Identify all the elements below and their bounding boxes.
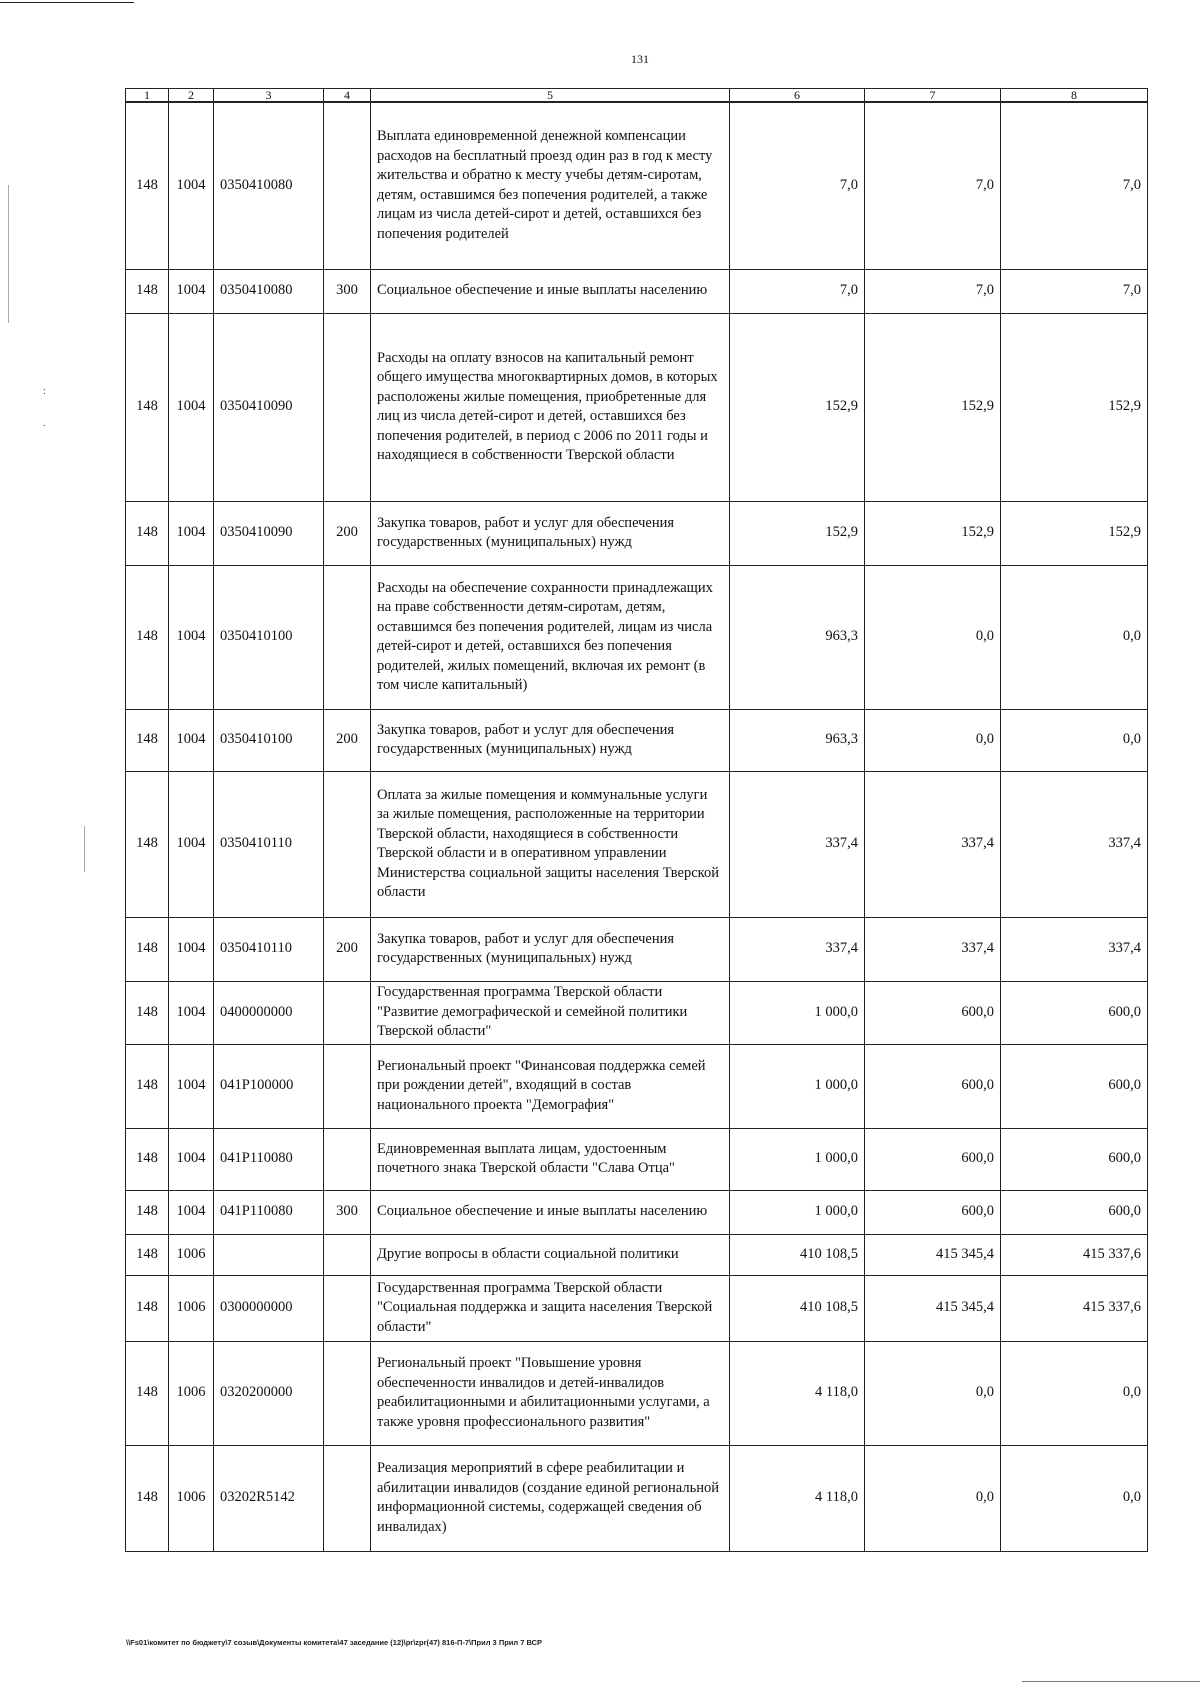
target-code: 0320200000: [214, 1341, 324, 1445]
amount-col7: 7,0: [865, 269, 1001, 313]
admin-code: 148: [126, 565, 169, 709]
admin-code: 148: [126, 1275, 169, 1341]
amount-col6: 152,9: [730, 501, 865, 565]
admin-code: 148: [126, 981, 169, 1044]
table-row: [126, 917, 1148, 981]
header-cell: 5: [371, 89, 730, 103]
expense-type: [324, 981, 371, 1044]
section-code: 1006: [169, 1275, 214, 1341]
section-code: 1004: [169, 1044, 214, 1128]
header-cell: 3: [214, 89, 324, 103]
header-cell: 7: [865, 89, 1001, 103]
admin-code: 148: [126, 1445, 169, 1551]
expense-type: [324, 565, 371, 709]
budget-table: [125, 88, 1148, 1552]
expense-type: 200: [324, 917, 371, 981]
header-cell: 4: [324, 89, 371, 103]
section-code: 1004: [169, 917, 214, 981]
expense-type: [324, 1234, 371, 1275]
amount-col6: 1 000,0: [730, 981, 865, 1044]
description: Закупка товаров, работ и услуг для обеспечения государственных (муниципальных) нужд: [371, 709, 730, 771]
section-code: 1004: [169, 1190, 214, 1234]
target-code: 0350410100: [214, 709, 324, 771]
description: Оплата за жилые помещения и коммунальные услуги за жилые помещения, расположенные на территории Тверской области, находящиеся в собственности Тверской области и в оперативном управлении Министерства социальной защиты населения Тверской области: [371, 771, 730, 917]
description: Другие вопросы в области социальной политики: [371, 1234, 730, 1275]
amount-col8: 600,0: [1001, 1128, 1148, 1190]
table-row: [126, 1275, 1148, 1341]
table-row: [126, 1190, 1148, 1234]
description: Закупка товаров, работ и услуг для обеспечения государственных (муниципальных) нужд: [371, 917, 730, 981]
expense-type: [324, 1128, 371, 1190]
amount-col6: 1 000,0: [730, 1128, 865, 1190]
description: Расходы на оплату взносов на капитальный ремонт общего имущества многоквартирных домов, в которых расположены жилые помещения, приобретенные для лиц из числа детей-сирот и детей, оставшихся без попечения родителей, в период с 2006 по 2011 годы и находящиеся в собственности Тверской области: [371, 313, 730, 501]
target-code: 0350410090: [214, 501, 324, 565]
section-code: 1004: [169, 565, 214, 709]
section-code: 1004: [169, 771, 214, 917]
target-code: 0350410110: [214, 917, 324, 981]
table-row: [126, 269, 1148, 313]
target-code: 0350410100: [214, 565, 324, 709]
description: Социальное обеспечение и иные выплаты населению: [371, 269, 730, 313]
amount-col6: 4 118,0: [730, 1445, 865, 1551]
table-row: [126, 1445, 1148, 1551]
section-code: 1004: [169, 313, 214, 501]
target-code: 0350410080: [214, 269, 324, 313]
admin-code: 148: [126, 1341, 169, 1445]
expense-type: 200: [324, 709, 371, 771]
admin-code: 148: [126, 313, 169, 501]
table-row: [126, 1128, 1148, 1190]
admin-code: 148: [126, 771, 169, 917]
target-code: 041P110080: [214, 1190, 324, 1234]
section-code: 1004: [169, 981, 214, 1044]
scan-edge-line: [84, 826, 85, 872]
admin-code: 148: [126, 269, 169, 313]
amount-col8: 337,4: [1001, 917, 1148, 981]
description: Реализация мероприятий в сфере реабилитации и абилитации инвалидов (создание единой региональной информационной системы, содержащей сведения об инвалидах): [371, 1445, 730, 1551]
amount-col6: 410 108,5: [730, 1234, 865, 1275]
amount-col6: 963,3: [730, 709, 865, 771]
target-code: 0350410110: [214, 771, 324, 917]
description: Расходы на обеспечение сохранности принадлежащих на праве собственности детям-сиротам, детям, оставшимся без попечения родителей, лицам из числа детей-сирот и детей, оставшихся без попечения родителей, жилых помещений, включая их ремонт (в том числе капитальный): [371, 565, 730, 709]
table-row: [126, 1341, 1148, 1445]
margin-mark: :: [43, 386, 46, 397]
amount-col7: 600,0: [865, 1128, 1001, 1190]
amount-col7: 152,9: [865, 501, 1001, 565]
amount-col7: 0,0: [865, 1445, 1001, 1551]
expense-type: [324, 1044, 371, 1128]
table-row: [126, 771, 1148, 917]
expense-type: 300: [324, 269, 371, 313]
header-row: [126, 89, 1148, 103]
admin-code: 148: [126, 709, 169, 771]
amount-col7: 415 345,4: [865, 1275, 1001, 1341]
table-row: [126, 981, 1148, 1044]
amount-col7: 337,4: [865, 917, 1001, 981]
amount-col7: 337,4: [865, 771, 1001, 917]
amount-col8: 0,0: [1001, 1341, 1148, 1445]
expense-type: [324, 102, 371, 269]
section-code: 1004: [169, 102, 214, 269]
admin-code: 148: [126, 501, 169, 565]
description: Региональный проект "Повышение уровня обеспеченности инвалидов и детей-инвалидов реабилитационными и абилитационными услугами, а также уровня профессионального развития": [371, 1341, 730, 1445]
target-code: 041P110080: [214, 1128, 324, 1190]
amount-col6: 410 108,5: [730, 1275, 865, 1341]
expense-type: 300: [324, 1190, 371, 1234]
scan-edge-line: [8, 185, 9, 323]
amount-col7: 600,0: [865, 981, 1001, 1044]
margin-mark: .: [43, 418, 46, 429]
header-cell: 2: [169, 89, 214, 103]
amount-col8: 152,9: [1001, 501, 1148, 565]
amount-col6: 7,0: [730, 269, 865, 313]
amount-col7: 600,0: [865, 1044, 1001, 1128]
description: Социальное обеспечение и иные выплаты населению: [371, 1190, 730, 1234]
admin-code: 148: [126, 1044, 169, 1128]
table-row: [126, 313, 1148, 501]
description: Региональный проект "Финансовая поддержка семей при рождении детей", входящий в состав национального проекта "Демография": [371, 1044, 730, 1128]
amount-col8: 0,0: [1001, 565, 1148, 709]
section-code: 1004: [169, 709, 214, 771]
amount-col6: 4 118,0: [730, 1341, 865, 1445]
section-code: 1004: [169, 1128, 214, 1190]
amount-col7: 600,0: [865, 1190, 1001, 1234]
amount-col7: 0,0: [865, 565, 1001, 709]
admin-code: 148: [126, 102, 169, 269]
section-code: 1004: [169, 269, 214, 313]
amount-col7: 7,0: [865, 102, 1001, 269]
amount-col8: 7,0: [1001, 269, 1148, 313]
expense-type: [324, 771, 371, 917]
amount-col8: 415 337,6: [1001, 1275, 1148, 1341]
expense-type: [324, 1275, 371, 1341]
section-code: 1006: [169, 1234, 214, 1275]
header-cell: 6: [730, 89, 865, 103]
file-path-footer: \\Fs01\комитет по бюджету\7 созыв\Документы комитета\47 заседание (12)\pr\zpr(47) 816-П-7\Прил 3 Прил 7 ВСР: [126, 1638, 543, 1647]
section-code: 1006: [169, 1445, 214, 1551]
target-code: 03202R5142: [214, 1445, 324, 1551]
target-code: 0300000000: [214, 1275, 324, 1341]
expense-type: [324, 1445, 371, 1551]
description: Выплата единовременной денежной компенсации расходов на бесплатный проезд один раз в год к месту жительства и обратно к месту учебы детям-сиротам, детям, оставшимся без попечения родителей, а также лицам из числа детей-сирот и детей, оставшихся без попечения родителей: [371, 102, 730, 269]
amount-col6: 7,0: [730, 102, 865, 269]
amount-col6: 963,3: [730, 565, 865, 709]
amount-col8: 337,4: [1001, 771, 1148, 917]
section-code: 1004: [169, 501, 214, 565]
amount-col8: 415 337,6: [1001, 1234, 1148, 1275]
bottom-rule: [1022, 1681, 1200, 1682]
header-cell: 1: [126, 89, 169, 103]
amount-col7: 415 345,4: [865, 1234, 1001, 1275]
amount-col8: 600,0: [1001, 1190, 1148, 1234]
table-row: [126, 102, 1148, 269]
page-number: 131: [631, 52, 649, 66]
admin-code: 148: [126, 1234, 169, 1275]
amount-col8: 0,0: [1001, 1445, 1148, 1551]
admin-code: 148: [126, 1128, 169, 1190]
section-code: 1006: [169, 1341, 214, 1445]
amount-col8: 0,0: [1001, 709, 1148, 771]
description: Единовременная выплата лицам, удостоенным почетного знака Тверской области "Слава Отца": [371, 1128, 730, 1190]
amount-col6: 1 000,0: [730, 1190, 865, 1234]
top-rule: [0, 2, 134, 3]
expense-type: [324, 313, 371, 501]
table-row: [126, 1044, 1148, 1128]
target-code: 0350410080: [214, 102, 324, 269]
description: Государственная программа Тверской области "Социальная поддержка и защита населения Тверской области": [371, 1275, 730, 1341]
amount-col7: 152,9: [865, 313, 1001, 501]
header-cell: 8: [1001, 89, 1148, 103]
amount-col6: 337,4: [730, 917, 865, 981]
expense-type: [324, 1341, 371, 1445]
amount-col7: 0,0: [865, 709, 1001, 771]
amount-col6: 337,4: [730, 771, 865, 917]
description: Закупка товаров, работ и услуг для обеспечения государственных (муниципальных) нужд: [371, 501, 730, 565]
amount-col8: 152,9: [1001, 313, 1148, 501]
target-code: 0400000000: [214, 981, 324, 1044]
expense-type: 200: [324, 501, 371, 565]
description: Государственная программа Тверской области "Развитие демографической и семейной политики Тверской области": [371, 981, 730, 1044]
admin-code: 148: [126, 1190, 169, 1234]
table-row: [126, 501, 1148, 565]
amount-col6: 152,9: [730, 313, 865, 501]
target-code: [214, 1234, 324, 1275]
table-row: [126, 1234, 1148, 1275]
target-code: 041P100000: [214, 1044, 324, 1128]
table-row: [126, 709, 1148, 771]
admin-code: 148: [126, 917, 169, 981]
amount-col8: 600,0: [1001, 981, 1148, 1044]
amount-col8: 600,0: [1001, 1044, 1148, 1128]
table-row: [126, 565, 1148, 709]
amount-col8: 7,0: [1001, 102, 1148, 269]
amount-col7: 0,0: [865, 1341, 1001, 1445]
target-code: 0350410090: [214, 313, 324, 501]
amount-col6: 1 000,0: [730, 1044, 865, 1128]
